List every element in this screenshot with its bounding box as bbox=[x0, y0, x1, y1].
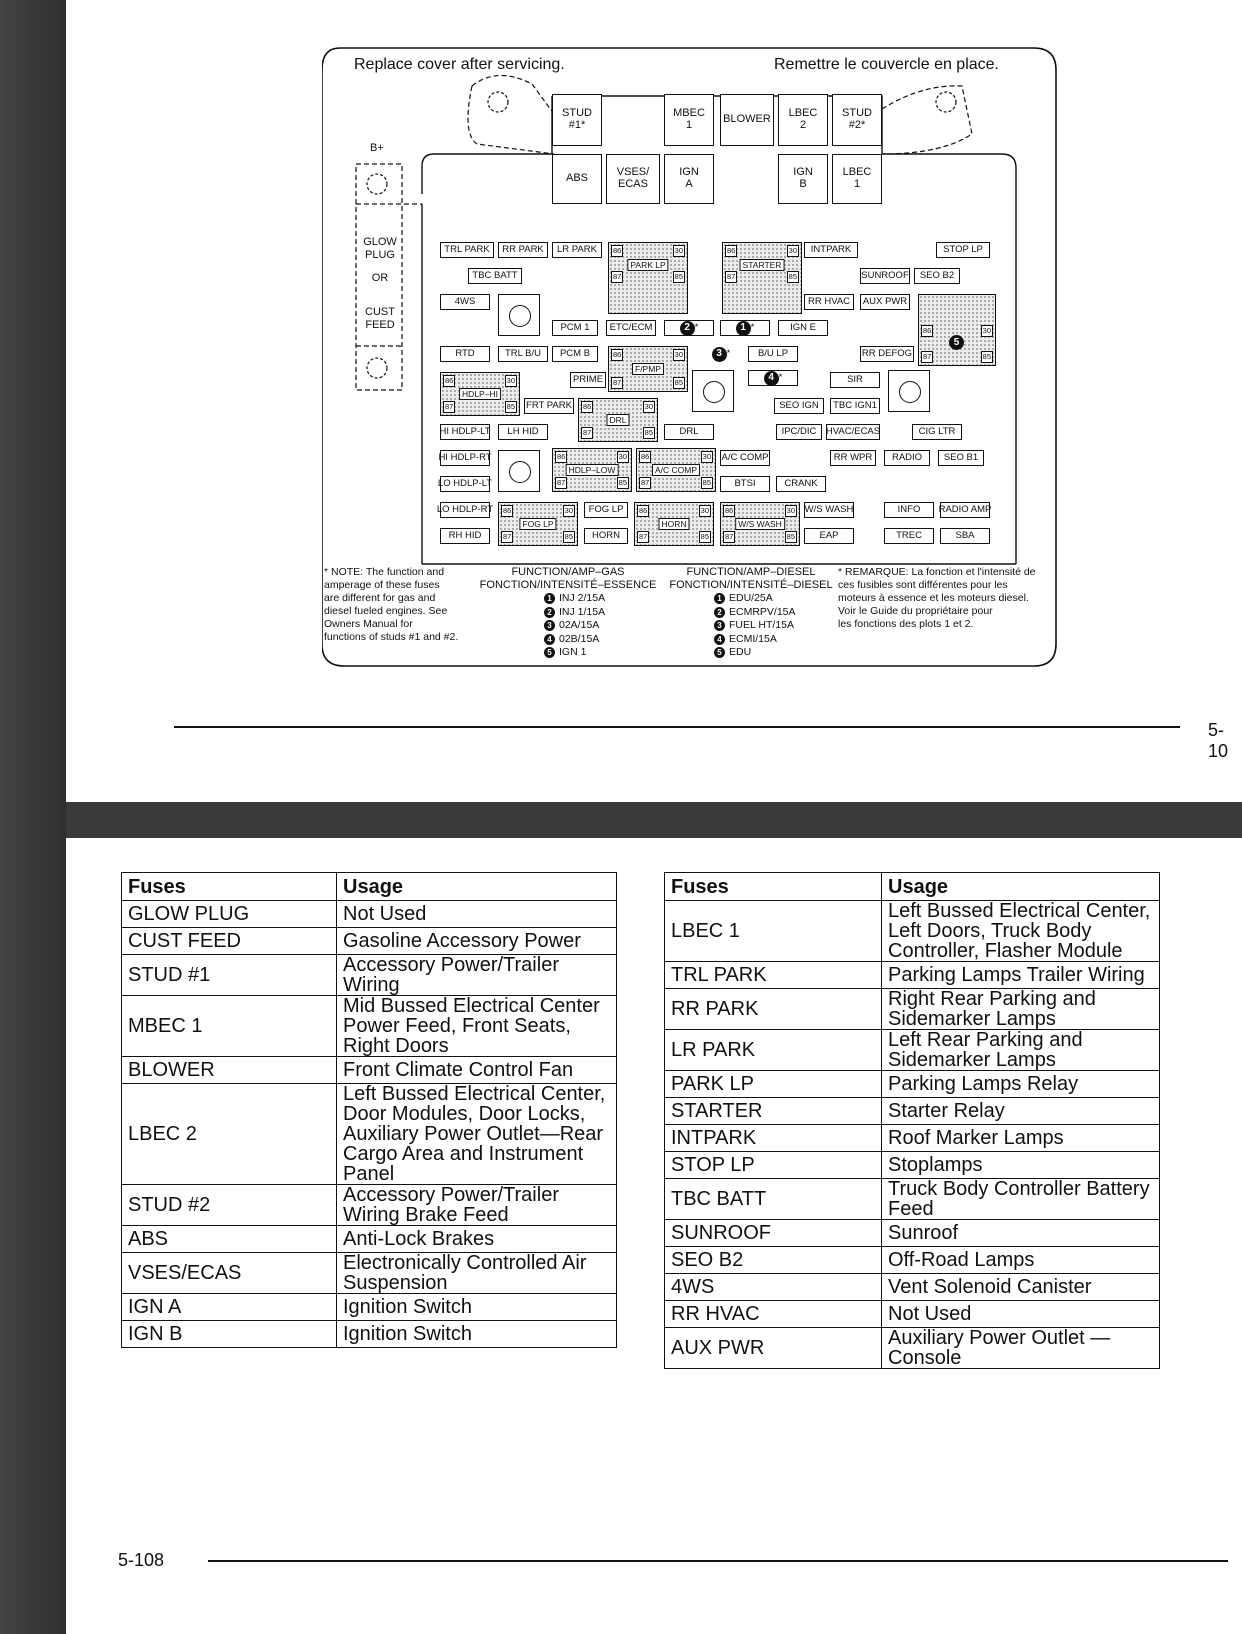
fuse-radio: RADIO bbox=[884, 450, 930, 466]
pin-30: 30 bbox=[786, 506, 795, 515]
fuse-rtd: RTD bbox=[440, 346, 490, 362]
usage-cell: Ignition Switch bbox=[337, 1294, 617, 1321]
fuse-tbc-batt: TBC BATT bbox=[468, 268, 522, 284]
pin-86: 86 bbox=[613, 246, 622, 255]
fuse-block-diagram bbox=[322, 44, 1242, 692]
fuse-name-cell: STUD #1 bbox=[122, 955, 337, 996]
badge-3: 3 bbox=[714, 620, 725, 631]
mounting-hole bbox=[692, 370, 734, 412]
fuse-name-cell: LBEC 1 bbox=[665, 901, 882, 962]
fuse-pcm-b: PCM B bbox=[552, 346, 598, 362]
note-en: * NOTE: The function and amperage of these fuses are different for gas and diesel fueled engines. See Owners Manual for functions of studs #1 and #2. bbox=[324, 566, 459, 643]
fuse-horn: HORN bbox=[584, 528, 628, 544]
fuse-trl-bu: TRL B/U bbox=[498, 346, 548, 362]
fuse-blower: BLOWER bbox=[720, 94, 774, 146]
pin-86: 86 bbox=[727, 246, 736, 255]
fuse-eap: EAP bbox=[804, 528, 854, 544]
note-fr: * REMARQUE: La fonction et l'intensité de ces fusibles sont différentes pour les moteurs à essence et les moteurs diesel. Voir le Guide du propriétaire pour les fonctions des plots 1 et 2. bbox=[838, 566, 1036, 630]
diesel-item bbox=[714, 592, 796, 606]
fuse-ac-comp: A/C COMP bbox=[720, 450, 770, 466]
fuse-name-cell: IGN A bbox=[122, 1294, 337, 1321]
fuse-name-cell: 4WS bbox=[665, 1274, 882, 1301]
fuse-aux-pwr: AUX PWR bbox=[860, 294, 910, 310]
relay-drl bbox=[578, 398, 658, 442]
page-rule bbox=[208, 1560, 1228, 1562]
fuse-sba: SBA bbox=[940, 528, 990, 544]
fuse-trl-park: TRL PARK bbox=[440, 242, 494, 258]
page-number-bottom: 5-108 bbox=[118, 1550, 165, 1570]
pin-87: 87 bbox=[639, 532, 648, 541]
usage-header: Usage bbox=[882, 873, 1160, 901]
badge-1: 1 bbox=[544, 593, 555, 604]
fuse-abs: ABS bbox=[552, 154, 602, 204]
fuse-sunroof: SUNROOF bbox=[860, 268, 910, 284]
fuse-btsi: BTSI bbox=[720, 476, 770, 492]
fuse-name-cell: VSES/ECAS bbox=[122, 1253, 337, 1294]
fuse-etc-ecm: ETC/ECM bbox=[606, 320, 656, 336]
table-row bbox=[122, 1321, 617, 1348]
fuse-lbec-2: LBEC 2 bbox=[778, 94, 828, 146]
usage-cell: Sunroof bbox=[882, 1220, 1160, 1247]
relay-label: HDLP–HI bbox=[459, 388, 501, 400]
pin-85: 85 bbox=[982, 352, 991, 361]
viewer-left-strip bbox=[0, 0, 66, 1634]
right-table-body bbox=[665, 901, 1160, 1369]
fuse-name-cell: CUST FEED bbox=[122, 928, 337, 955]
pin-86: 86 bbox=[923, 326, 932, 335]
pin-85: 85 bbox=[674, 272, 683, 281]
badge-3: 3 bbox=[544, 620, 555, 631]
fuse-ws-wash: W/S WASH bbox=[804, 502, 854, 518]
fuse-vses-ecas: VSES/ ECAS bbox=[606, 154, 660, 204]
fuse-ign-b: IGN B bbox=[778, 154, 828, 204]
fuse-name-cell: STUD #2 bbox=[122, 1185, 337, 1226]
table-row bbox=[665, 989, 1160, 1030]
table-row bbox=[122, 955, 617, 996]
pin-85: 85 bbox=[788, 272, 797, 281]
fuse-sir: SIR bbox=[830, 372, 880, 388]
fuse-lh-hid: LH HID bbox=[498, 424, 548, 440]
fuse-ign-e: IGN E bbox=[778, 320, 828, 336]
fuse-name-cell: GLOW PLUG bbox=[122, 901, 337, 928]
fuse-name-cell: STOP LP bbox=[665, 1152, 882, 1179]
usage-cell: Starter Relay bbox=[882, 1098, 1160, 1125]
pin-30: 30 bbox=[788, 246, 797, 255]
fuse-mbec-1: MBEC 1 bbox=[664, 94, 714, 146]
pin-87: 87 bbox=[503, 532, 512, 541]
gas-legend-title: FUNCTION/AMP–GAS FONCTION/INTENSITÉ–ESSENCE bbox=[479, 566, 657, 591]
left-table-body bbox=[122, 901, 617, 1348]
pin-85: 85 bbox=[644, 428, 653, 437]
relay-starter bbox=[722, 242, 802, 314]
table-row bbox=[665, 1125, 1160, 1152]
badge-2: 2 bbox=[680, 321, 695, 336]
pin-87: 87 bbox=[613, 378, 622, 387]
fuse-hi-hdlp-rt: HI HDLP-RT bbox=[440, 450, 490, 466]
fuse-info: INFO bbox=[884, 502, 934, 518]
pin-30: 30 bbox=[702, 452, 711, 461]
diesel-legend-title: FUNCTION/AMP–DIESEL FONCTION/INTENSITÉ–DIESEL bbox=[669, 566, 833, 591]
pin-85: 85 bbox=[700, 532, 709, 541]
pin-87: 87 bbox=[641, 478, 650, 487]
fuse-ipc-dic: IPC/DIC bbox=[776, 424, 822, 440]
pin-87: 87 bbox=[923, 352, 932, 361]
pin-85: 85 bbox=[506, 402, 515, 411]
relay-hdlp-low bbox=[552, 448, 632, 492]
relay-hdlp-hi bbox=[440, 372, 520, 416]
fuse-rh-hid: RH HID bbox=[440, 528, 490, 544]
usage-cell: Truck Body Controller Battery Feed bbox=[882, 1179, 1160, 1220]
relay-fpmp bbox=[608, 346, 688, 392]
diesel-item-text: ECMRPV/15A bbox=[729, 605, 796, 618]
usage-cell: Parking Lamps Trailer Wiring bbox=[882, 962, 1160, 989]
fuse-trec: TREC bbox=[884, 528, 934, 544]
pin-87: 87 bbox=[613, 272, 622, 281]
usage-cell: Gasoline Accessory Power bbox=[337, 928, 617, 955]
relay-label: HORN bbox=[658, 518, 689, 530]
badge-3: 3 bbox=[712, 347, 727, 362]
badge-2: 2 bbox=[714, 607, 725, 618]
right-fuse-table bbox=[664, 872, 1160, 1369]
relay-fog-lp bbox=[498, 502, 578, 546]
star: * bbox=[750, 322, 755, 334]
pin-85: 85 bbox=[674, 378, 683, 387]
fuse-name-cell: MBEC 1 bbox=[122, 996, 337, 1057]
fuse-fog-lp: FOG LP bbox=[584, 502, 628, 518]
usage-cell: Accessory Power/Trailer Wiring Brake Feed bbox=[337, 1185, 617, 1226]
badge-4: 4 bbox=[764, 371, 779, 386]
fuse-hi-hdlp-lt: HI HDLP-LT bbox=[440, 424, 490, 440]
star: * bbox=[726, 348, 731, 360]
pin-86: 86 bbox=[641, 452, 650, 461]
badge-5: 5 bbox=[949, 335, 964, 350]
fuse-rr-wpr: RR WPR bbox=[830, 450, 876, 466]
fuse-name-cell: STARTER bbox=[665, 1098, 882, 1125]
diesel-legend-list bbox=[714, 592, 796, 660]
usage-cell: Auxiliary Power Outlet — Console bbox=[882, 1328, 1160, 1369]
fuse-rr-hvac: RR HVAC bbox=[804, 294, 854, 310]
relay-label: DRL bbox=[606, 414, 629, 426]
relay-label: F/PMP bbox=[632, 363, 664, 375]
pin-87: 87 bbox=[727, 272, 736, 281]
mounting-hole bbox=[888, 370, 930, 412]
usage-cell: Not Used bbox=[882, 1301, 1160, 1328]
pin-87: 87 bbox=[445, 402, 454, 411]
fuse-name-cell: PARK LP bbox=[665, 1071, 882, 1098]
diesel-item-text: ECMI/15A bbox=[729, 632, 777, 645]
badge-4: 4 bbox=[714, 634, 725, 645]
relay-horn bbox=[634, 502, 714, 546]
badge-1: 1 bbox=[714, 593, 725, 604]
table-row bbox=[665, 1274, 1160, 1301]
star: * bbox=[694, 322, 699, 334]
star: * bbox=[778, 372, 783, 384]
gas-item-text: INJ 1/15A bbox=[559, 605, 606, 618]
cust-feed-label: CUST FEED bbox=[365, 306, 395, 331]
fuse-stud-2: STUD #2* bbox=[832, 94, 882, 146]
table-row bbox=[665, 1071, 1160, 1098]
pin-85: 85 bbox=[786, 532, 795, 541]
diesel-item bbox=[714, 646, 796, 660]
relay-park-lp bbox=[608, 242, 688, 314]
badge-4: 4 bbox=[544, 634, 555, 645]
gas-item bbox=[544, 646, 605, 660]
pin-85: 85 bbox=[618, 478, 627, 487]
pin-87: 87 bbox=[583, 428, 592, 437]
pin-86: 86 bbox=[725, 506, 734, 515]
table-header-row bbox=[122, 873, 617, 901]
page-number-top: 5-10 bbox=[1208, 720, 1229, 761]
gas-legend-list bbox=[544, 592, 605, 660]
gas-item-text: IGN 1 bbox=[559, 646, 587, 658]
relay-label: A/C COMP bbox=[652, 464, 700, 476]
usage-cell: Left Bussed Electrical Center, Door Modules, Door Locks, Auxiliary Power Outlet—Rear Cargo Area and Instrument Panel bbox=[337, 1084, 617, 1185]
usage-cell: Left Rear Parking and Sidemarker Lamps bbox=[882, 1030, 1160, 1071]
fuse-drl: DRL bbox=[664, 424, 714, 440]
table-row bbox=[122, 1294, 617, 1321]
cover-text-fr: Remettre le couvercle en place. bbox=[774, 56, 999, 73]
fuse-radio-amp: RADIO AMP bbox=[940, 502, 990, 518]
page-rule bbox=[174, 726, 1180, 728]
fuse-lo-hdlp-rt: LO HDLP-RT bbox=[440, 502, 490, 518]
fuse-diesel-3 bbox=[698, 346, 744, 362]
fuse-pcm-1: PCM 1 bbox=[552, 320, 598, 336]
fuse-name-cell: TBC BATT bbox=[665, 1179, 882, 1220]
pin-86: 86 bbox=[639, 506, 648, 515]
usage-cell: Not Used bbox=[337, 901, 617, 928]
usage-cell: Electronically Controlled Air Suspension bbox=[337, 1253, 617, 1294]
fuse-lbec-1: LBEC 1 bbox=[832, 154, 882, 204]
relay-label: W/S WASH bbox=[735, 518, 785, 530]
fuse-prime: PRIME bbox=[570, 372, 606, 388]
diesel-item bbox=[714, 633, 796, 647]
fuse-lr-park: LR PARK bbox=[552, 242, 602, 258]
fuse-frt-park: FRT PARK bbox=[524, 398, 574, 414]
fuse-seo-b2: SEO B2 bbox=[914, 268, 960, 284]
table-header-row bbox=[665, 873, 1160, 901]
usage-cell: Parking Lamps Relay bbox=[882, 1071, 1160, 1098]
usage-cell: Left Bussed Electrical Center, Left Doors, Truck Body Controller, Flasher Module bbox=[882, 901, 1160, 962]
fuse-stop-lp: STOP LP bbox=[936, 242, 990, 258]
pin-30: 30 bbox=[674, 350, 683, 359]
table-row bbox=[665, 1179, 1160, 1220]
pin-30: 30 bbox=[982, 326, 991, 335]
relay-label: HDLP–LOW bbox=[566, 464, 619, 476]
pin-86: 86 bbox=[445, 376, 454, 385]
gas-item bbox=[544, 606, 605, 620]
table-row bbox=[665, 1301, 1160, 1328]
pin-30: 30 bbox=[564, 506, 573, 515]
usage-cell: Stoplamps bbox=[882, 1152, 1160, 1179]
fuse-name-cell: TRL PARK bbox=[665, 962, 882, 989]
relay-label: STARTER bbox=[740, 259, 785, 271]
table-row bbox=[122, 901, 617, 928]
pin-30: 30 bbox=[618, 452, 627, 461]
fuse-rr-park: RR PARK bbox=[498, 242, 548, 258]
pin-85: 85 bbox=[564, 532, 573, 541]
mounting-hole bbox=[498, 294, 540, 336]
fuse-diesel-2 bbox=[664, 320, 714, 336]
fuse-intpark: INTPARK bbox=[804, 242, 858, 258]
table-row bbox=[665, 1220, 1160, 1247]
table-row bbox=[665, 962, 1160, 989]
table-row bbox=[665, 1328, 1160, 1369]
relay-ac-comp bbox=[636, 448, 716, 492]
relay-5 bbox=[918, 294, 996, 366]
usage-cell: Off-Road Lamps bbox=[882, 1247, 1160, 1274]
usage-cell: Accessory Power/Trailer Wiring bbox=[337, 955, 617, 996]
pin-30: 30 bbox=[700, 506, 709, 515]
fuse-bu-lp: B/U LP bbox=[748, 346, 798, 362]
fuse-diesel-1 bbox=[720, 320, 770, 336]
fuse-name-cell: BLOWER bbox=[122, 1057, 337, 1084]
relay-label: PARK LP bbox=[627, 259, 668, 271]
fuse-name-cell: SEO B2 bbox=[665, 1247, 882, 1274]
fuse-ign-a: IGN A bbox=[664, 154, 714, 204]
usage-cell: Right Rear Parking and Sidemarker Lamps bbox=[882, 989, 1160, 1030]
or-label: OR bbox=[371, 272, 389, 284]
fuse-seo-b1: SEO B1 bbox=[938, 450, 984, 466]
table-row bbox=[122, 928, 617, 955]
badge-5: 5 bbox=[714, 647, 725, 658]
table-row bbox=[122, 1057, 617, 1084]
fuse-hvac-ecas: HVAC/ECAS bbox=[826, 424, 880, 440]
table-row bbox=[665, 1247, 1160, 1274]
fuse-diesel-4 bbox=[748, 370, 798, 386]
fuse-name-cell: LBEC 2 bbox=[122, 1084, 337, 1185]
fuse-rr-defog: RR DEFOG bbox=[860, 346, 914, 362]
left-fuse-table bbox=[121, 872, 617, 1348]
fuses-header: Fuses bbox=[665, 873, 882, 901]
fuses-header: Fuses bbox=[122, 873, 337, 901]
fuse-name-cell: RR HVAC bbox=[665, 1301, 882, 1328]
relay-label: FOG LP bbox=[519, 518, 556, 530]
pin-87: 87 bbox=[557, 478, 566, 487]
glow-plug-label: GLOW PLUG bbox=[363, 236, 397, 261]
fuse-stud-1: STUD #1* bbox=[552, 94, 602, 146]
b-plus-label: B+ bbox=[370, 142, 384, 154]
diesel-item-text: EDU/25A bbox=[729, 592, 773, 604]
fuse-name-cell: LR PARK bbox=[665, 1030, 882, 1071]
table-row bbox=[122, 1226, 617, 1253]
fuse-4ws: 4WS bbox=[440, 294, 490, 310]
gas-item-text: 02A/15A bbox=[559, 619, 600, 631]
table-row bbox=[665, 1152, 1160, 1179]
pin-86: 86 bbox=[503, 506, 512, 515]
usage-cell: Anti-Lock Brakes bbox=[337, 1226, 617, 1253]
fuse-lo-hdlp-lt: LO HDLP-LT bbox=[440, 476, 490, 492]
usage-cell: Roof Marker Lamps bbox=[882, 1125, 1160, 1152]
fuse-name-cell: AUX PWR bbox=[665, 1328, 882, 1369]
fuse-name-cell: SUNROOF bbox=[665, 1220, 882, 1247]
pin-30: 30 bbox=[644, 402, 653, 411]
cover-text-en: Replace cover after servicing. bbox=[354, 56, 565, 73]
table-row bbox=[122, 1084, 617, 1185]
pin-30: 30 bbox=[674, 246, 683, 255]
usage-cell: Mid Bussed Electrical Center Power Feed, Front Seats, Right Doors bbox=[337, 996, 617, 1057]
fuse-name-cell: ABS bbox=[122, 1226, 337, 1253]
mounting-hole bbox=[498, 450, 540, 492]
pin-85: 85 bbox=[702, 478, 711, 487]
gas-item bbox=[544, 619, 605, 633]
usage-cell: Front Climate Control Fan bbox=[337, 1057, 617, 1084]
fuse-seo-ign: SEO IGN bbox=[774, 398, 824, 414]
badge-1: 1 bbox=[736, 321, 751, 336]
diesel-item bbox=[714, 606, 796, 620]
usage-cell: Ignition Switch bbox=[337, 1321, 617, 1348]
page-5-10 bbox=[66, 0, 1242, 802]
badge-2: 2 bbox=[544, 607, 555, 618]
usage-header: Usage bbox=[337, 873, 617, 901]
gas-item bbox=[544, 592, 605, 606]
fuse-name-cell: IGN B bbox=[122, 1321, 337, 1348]
fuse-cig-ltr: CIG LTR bbox=[912, 424, 962, 440]
pin-86: 86 bbox=[613, 350, 622, 359]
usage-cell: Vent Solenoid Canister bbox=[882, 1274, 1160, 1301]
relay-ws-wash bbox=[720, 502, 800, 546]
fuse-tbc-ign1: TBC IGN1 bbox=[830, 398, 880, 414]
diesel-item bbox=[714, 619, 796, 633]
gas-item bbox=[544, 633, 605, 647]
table-row bbox=[665, 1098, 1160, 1125]
table-row bbox=[122, 996, 617, 1057]
page-5-108 bbox=[66, 838, 1242, 1634]
badge-5: 5 bbox=[544, 647, 555, 658]
pin-30: 30 bbox=[506, 376, 515, 385]
table-row bbox=[665, 901, 1160, 962]
fuse-name-cell: INTPARK bbox=[665, 1125, 882, 1152]
gas-item-text: INJ 2/15A bbox=[559, 592, 606, 604]
table-row bbox=[665, 1030, 1160, 1071]
pin-86: 86 bbox=[557, 452, 566, 461]
fuse-crank: CRANK bbox=[776, 476, 826, 492]
diesel-item-text: FUEL HT/15A bbox=[729, 619, 794, 631]
diesel-item-text: EDU bbox=[729, 646, 752, 658]
table-row bbox=[122, 1253, 617, 1294]
table-row bbox=[122, 1185, 617, 1226]
gas-item-text: 02B/15A bbox=[559, 632, 600, 645]
fuse-name-cell: RR PARK bbox=[665, 989, 882, 1030]
pin-86: 86 bbox=[583, 402, 592, 411]
pin-87: 87 bbox=[725, 532, 734, 541]
